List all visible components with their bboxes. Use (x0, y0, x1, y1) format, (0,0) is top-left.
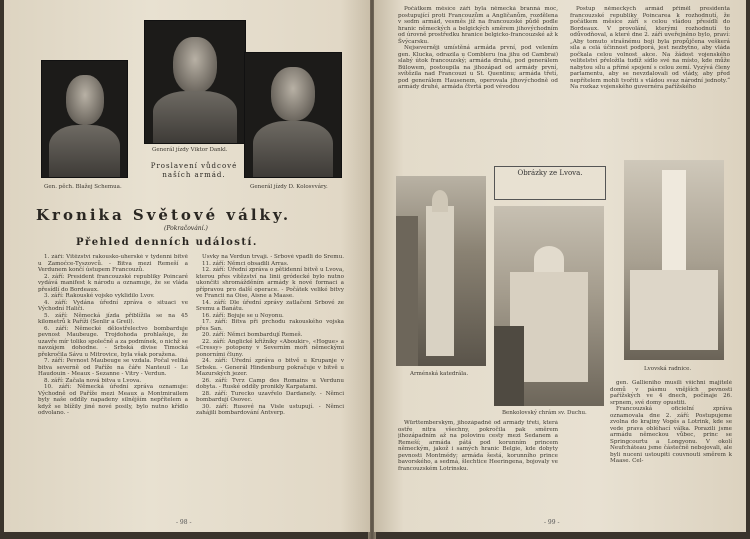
entry: 4. září: Vydána úřední zpráva o situaci ve Východní Haliči. (38, 299, 188, 312)
left-page (4, 0, 370, 532)
entry: 6. září: Německé dělostřelectvo bombarduje pevnost Maubeuge. Trojdohoda prohlašuje, že uzavře mír toliko společně a za podmínek, o nichž se navzájem dohodne. - Srbská divise Timocká překročila Sávu u Mitrovice, byla však poražena. (38, 325, 188, 358)
right-top-column-1 (398, 6, 558, 156)
photo-armenian-cathedral (396, 176, 486, 366)
right-top-column-2 (570, 6, 730, 156)
section-heading: Přehled denních událostí. (76, 237, 258, 248)
paragraph: Postup německých armád přiměl presidenta francouzské republiky Poincarea k rozhodnutí, že počátkem měsíce září s celou vládou přesídlí do Bordeaux. V provolání, kterými rozhodnutí to odůvodňoval, a které dne 2. září uveřejněno bylo, praví: „Aby tomuto strašnému boji byla propůjčena veškerá síla a celá účinnost podporá, jest nezbytno, aby vláda počkala celou volnost akce. Na žádost vojenského velitelství přeložila tudíž sídlo své na místo, kde může nabytou sílu a přímé spojení s celou zemí. Vyzývá členy parlamentu, aby se nevzdalovali od vlády, aby před nepřítelem mohli tvořiti s vládou svaz národní jednoty.“ Na rozkaz vojenského guvernéra pařížského (570, 6, 730, 90)
portrait-photo-schemua (41, 60, 128, 178)
entry: 1. září: Vítězství rakousko-uherské v týdenní bitvě u Zamoćce-Tyszovců. - Bitva mezi Remeší a Verdunem končí ústupem Francouzů. (38, 254, 188, 273)
entry: 17. září: Bitva při prchodu rakouského vojska přes San. (196, 319, 344, 332)
entry: 30. září: Rusové na Visle ustupují. - Němci zahájili bombardování Antverp. (196, 403, 344, 416)
portrait-caption-2: Generál jízdy Viktor Dankl. (152, 147, 228, 153)
photo-caption-2: Benkolovský chrám sv. Duchu. (502, 410, 587, 416)
entry: 3. září: Rakouské vojsko vyklidilo Lvov. (44, 293, 155, 299)
photo-lvov-town-hall (624, 160, 724, 360)
left-column-1 (38, 254, 188, 519)
entry: 14. září: Dle úřední zprávy zatlačeni Srbové ze Sremu a Banátu. (196, 299, 344, 312)
portrait-caption-3: Generál jízdy D. Kolosvváry. (250, 184, 328, 190)
paragraph: gen. Gallieniho musili všichni majitelé domů v pásmu vnějších pevnosti pařížských ve 4 dnech, počínaje 26. srpnem, své domy opustiti. (610, 380, 732, 406)
entry: 12. září: Úřední zpráva o pětidenní bitvě u Lvova, kterou přes vítězství na linii gródecké bylo nutno ukončiti shromážděním armády k nové formaci a přípravou pro další operace. - Počátek veliké bitvy ve Francii na Oise, Aisne a Maase. (196, 267, 344, 299)
paragraph: Francouzská oficielní zpráva oznamovala dne 2. září: Postupujeme zvolna do krajiny Vogés a Lotrink, kde se vede prava obléhací válka. Porazili jsme armádu německou vůbec, princ se Springcourtu a Longyonu. V okolí Neufcháteau jsme částečně nebojovali, ale byli nuceni ustoupiti couvnouti směrem k Maase. Cel- (610, 406, 732, 464)
entry: 24. září: Úřední zpráva o bitvě u Krupanje v Srbsku. - Generál Hindenburg pokračuje v bitvě u Mazurských jezer. (196, 358, 344, 377)
paragraph: Nejseverněji umístěná armáda první, pod velením gen. Klucka, odrazila u Combleru (na jihu od Cambrai) slabý útok francouzský; armáda druhá, pod generálem Bülowem, postoupila na jihozápad od armády první, svítězila nad Francouzi u St. Quentinu; armáda třetí, pod generálem Hausenem, operovala jihovýchodně od armády druhé, armáda čtvrtá pod vévodou (398, 45, 558, 90)
paragraph: Württemberským, jihozápadně od armády třetí, která ostře nitra všechny, pokročila pak směrem jihozápadním až na polovinu cesty mezi Sedanem a Remeší; armáda pátá pod korunním princem německým, jakož i samých hranic Belgie, kde dobyty pevnosti Montmédy; armáda šestá, korunního prince bavorského, a sedmá, šlechtice Heeringena, bojovaly ve francouzském Lotrinsku. (398, 420, 558, 472)
entry: 8. září: Začala nová bitva u Lvova. (44, 377, 142, 384)
portrait-photo-kolosvary (244, 52, 342, 178)
entry: 22. září: Anglické křižníky «Aboukir», «Hogue» a «Cressy» potopeny v Severním moři německými ponorními čluny. (196, 338, 344, 358)
entry: Úsvky na Verdun trvají. - Srbové vpadli do Sremu. (202, 254, 344, 260)
entry: 7. září: Pevnost Maubeuge se vzdala. Počal veliká bitva severně od Paříže na čáře Nanteuil - Le Haudouin - Meaux - Sezanne - Vitry - Verdun. (38, 358, 188, 377)
page-number-left: - 98 - (176, 519, 192, 526)
left-column-2 (196, 254, 344, 519)
entry: 5. září: Německá jízda přiblížila se na 45 kilometrů k Paříži (Senlir a Greil). (38, 312, 188, 325)
entry: 28. září: Turecko uzavřelo Dardanely. - Němci bombardují Osovec. (196, 390, 344, 403)
page-number-right: - 99 - (544, 519, 560, 526)
portrait-caption-1: Gen. pěch. Blažej Schemua. (44, 184, 122, 190)
portrait-group-caption: Proslavení vůdcové naších armád. (150, 162, 238, 179)
entry: 11. září: Němci obsadili Arras. (202, 260, 289, 267)
entry: 10. září: Německá úřední zpráva oznamuje: Východně od Paříže mezi Meaux a Montmirailem byly naše oddíly napadeny silnějším nepřítelem a když se blížily jiné nové posily, bylo nutno křídlo odvolano. - (38, 384, 188, 416)
entry: 26. září: Tvrz Camp des Romains u Verdunu dobyta. - Ruské oddíly pronikly Karpatami. (196, 377, 344, 390)
photo-caption-1: Arménská katedrála. (410, 371, 469, 377)
pictures-title: Obrázky ze Lvova. (494, 166, 606, 200)
right-bottom-column-1 (398, 420, 558, 520)
right-bottom-column-2 (610, 380, 732, 520)
entry: 16. září: Bojuje se u Noyonu. (202, 312, 284, 319)
photo-caption-3: Lvovská radnice. (644, 366, 692, 372)
right-page (374, 0, 746, 532)
page-subtitle: (Pokračování.) (164, 225, 208, 232)
entry: 2. září: President francouzské republiky Poincaré vydává manifest k národu a oznamuje, že se vláda přesídlí do Bordeaux. (38, 273, 188, 293)
photo-holy-ghost-church (494, 206, 604, 406)
page-title: Kronika Světové války. (36, 206, 292, 224)
paragraph: Počátkem měsíce září byla německá branná moc, postupující proti Francouzům a Angličanům, rozdělena v sedm armád, vesměs již na francouzské půdě podle hranic německých a belgických směrem jihovýchodním od úrovně prostředku hranice belgicko-francouzské až k Švýcarsku. (398, 6, 558, 45)
portrait-photo-dankl (144, 20, 246, 144)
entry: 20. září: Němci bombardují Remeš. (202, 332, 303, 338)
